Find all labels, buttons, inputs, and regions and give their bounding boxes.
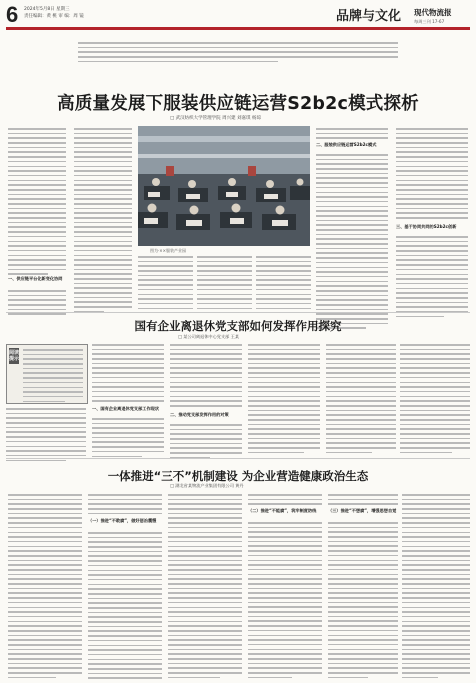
- article1-col7-text-a: [396, 128, 468, 222]
- article3-col5-text-b: [328, 522, 398, 681]
- article3-subhead-1: （一）推进“不敢腐”，做好惩治震慑: [88, 518, 157, 523]
- article1-col5-text: [256, 256, 311, 312]
- page-number: 6: [6, 2, 19, 27]
- article3-col4-text-a: [248, 494, 322, 508]
- article3-title: 一体推进“三不”机制建设 为企业营造健康政治生态: [107, 469, 369, 483]
- article1-col3-text: [138, 256, 193, 312]
- article2-sidebar-label: 阅读提示: [9, 350, 20, 362]
- article1-col7-text-b: [396, 236, 468, 320]
- header-rule: [6, 27, 470, 30]
- article1-divider: [6, 312, 470, 313]
- article2-col4-text: [248, 344, 320, 457]
- article2-col3-text-b: [170, 424, 242, 462]
- article2-col2-text-a: [92, 344, 164, 405]
- article2-subhead-2: 二、推动党支部发挥作用的对策: [170, 412, 229, 417]
- article1-subhead-1: 一、供应链平台化新变化协同: [8, 276, 63, 281]
- article1-col1-text-b: [8, 290, 66, 318]
- article1-photo-caption: 图为·××服装产业园: [150, 248, 186, 253]
- article2-divider: [6, 458, 470, 459]
- article1-col6-text-b: [316, 154, 388, 332]
- article3-col1-text: [8, 494, 82, 682]
- article1-col2-text: [74, 128, 132, 316]
- article1-subhead-3: 三、基于协同共同的S2b2c创新: [396, 224, 457, 229]
- article2-byline: □ 某公司离退休中心党支部 王某: [178, 334, 240, 339]
- article1-byline: □ 武汉纺织大学管理学院 周兴建 刘嘉琪 杨琼: [170, 116, 261, 121]
- article1-subhead-2: 二、服装供应链运营S2b2c模式: [316, 142, 377, 147]
- article1-col4-text: [197, 256, 252, 312]
- article2-col3-text-a: [170, 344, 242, 410]
- newspaper-logo: 现代物流报: [414, 8, 452, 17]
- article1-col6-text-a: [316, 128, 388, 142]
- article2-subhead-1: 一、国有企业离退休党支部工作现状: [92, 406, 160, 411]
- article3-col6-text: [402, 494, 470, 682]
- article3-subhead-2: （二）推进“不能腐”，筑牢制度防线: [248, 508, 317, 513]
- article2-col2-text-b: [92, 418, 164, 460]
- article1-col1-text: [8, 128, 66, 278]
- article2-col6-text: [400, 344, 470, 457]
- editor-line: 责任编辑：黄 桃 审 编：周 镜: [24, 14, 84, 19]
- article3-col3-text: [168, 494, 242, 682]
- article2-col1-text: [6, 408, 86, 464]
- article3-byline: □ 湖北省某物流产业集团有限公司 黄丹: [170, 483, 244, 488]
- article3-col5-text-a: [328, 494, 398, 508]
- article3-subhead-3: （三）推进“不想腐”，增强思想自觉: [328, 508, 397, 513]
- date-line: 2024年5月8日 星期三: [24, 7, 70, 12]
- article3-col4-text-b: [248, 522, 322, 681]
- article2-col5-text: [326, 344, 396, 457]
- article3-col2-text-a: [88, 494, 162, 517]
- article3-col2-text-b: [88, 532, 162, 682]
- slogan: 每周三刊 17-67: [414, 19, 445, 24]
- section-title: 品牌与文化: [336, 9, 402, 24]
- article1-photo: [138, 126, 310, 246]
- article1-title: 高质量发展下服装供应链运营S2b2c模式探析: [57, 94, 419, 114]
- article2-title: 国有企业离退休党支部如何发挥作用探究: [134, 319, 342, 333]
- article2-sidebar-box: [6, 344, 88, 404]
